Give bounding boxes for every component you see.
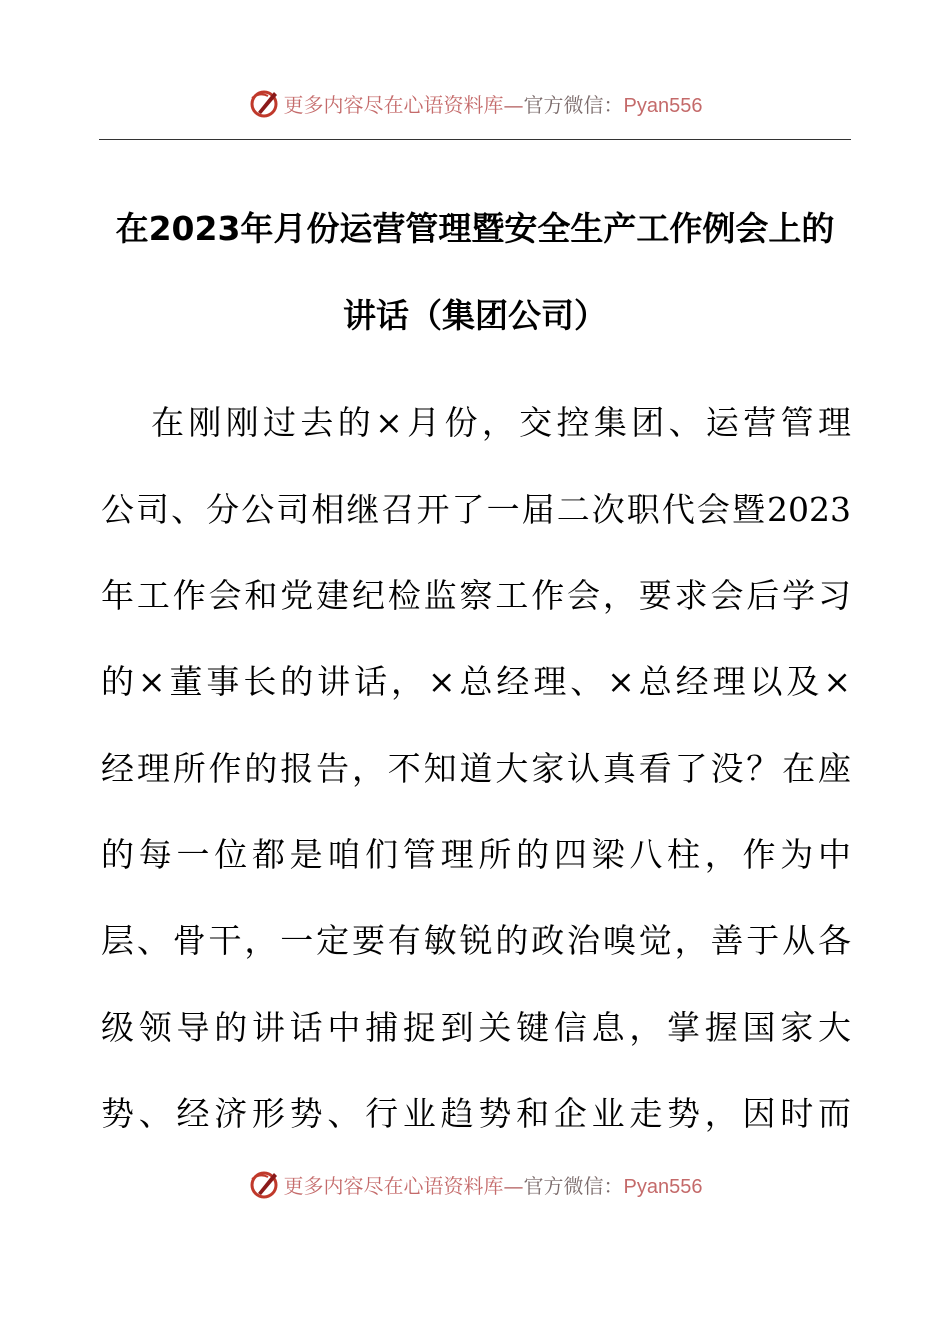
header-divider bbox=[99, 139, 851, 140]
body-line: 的×董事长的讲话，×总经理、×总经理以及× bbox=[101, 662, 851, 701]
body-line: 在刚刚过去的×月份，交控集团、运营管理 bbox=[151, 403, 851, 442]
footer-banner bbox=[0, 1164, 950, 1204]
pen-in-circle-icon bbox=[248, 86, 282, 120]
body-line: 经理所作的报告，不知道大家认真看了没？在座 bbox=[101, 749, 851, 788]
header-banner bbox=[0, 83, 950, 123]
body-line: 年工作会和党建纪检监察工作会，要求会后学习 bbox=[101, 576, 851, 615]
document-title-line-2: 讲话（集团公司） bbox=[343, 296, 607, 335]
body-line: 层、骨干，一定要有敏锐的政治嗅觉，善于从各 bbox=[101, 921, 851, 960]
header-banner-text: 更多内容尽在心语资料库—官方微信：Pyan556 bbox=[283, 92, 703, 117]
body-line: 的每一位都是咱们管理所的四梁八柱，作为中 bbox=[101, 835, 851, 874]
body-line: 势、经济形势、行业趋势和企业走势，因时而 bbox=[101, 1094, 851, 1133]
footer-banner-text: 更多内容尽在心语资料库—官方微信：Pyan556 bbox=[283, 1173, 703, 1198]
document-title-line-1: 在2023年月份运营管理暨安全生产工作例会上的 bbox=[115, 209, 835, 248]
body-line: 级领导的讲话中捕捉到关键信息，掌握国家大 bbox=[101, 1008, 851, 1047]
pen-in-circle-icon bbox=[248, 1167, 282, 1201]
body-line: 公司、分公司相继召开了一届二次职代会暨2023 bbox=[101, 490, 851, 529]
